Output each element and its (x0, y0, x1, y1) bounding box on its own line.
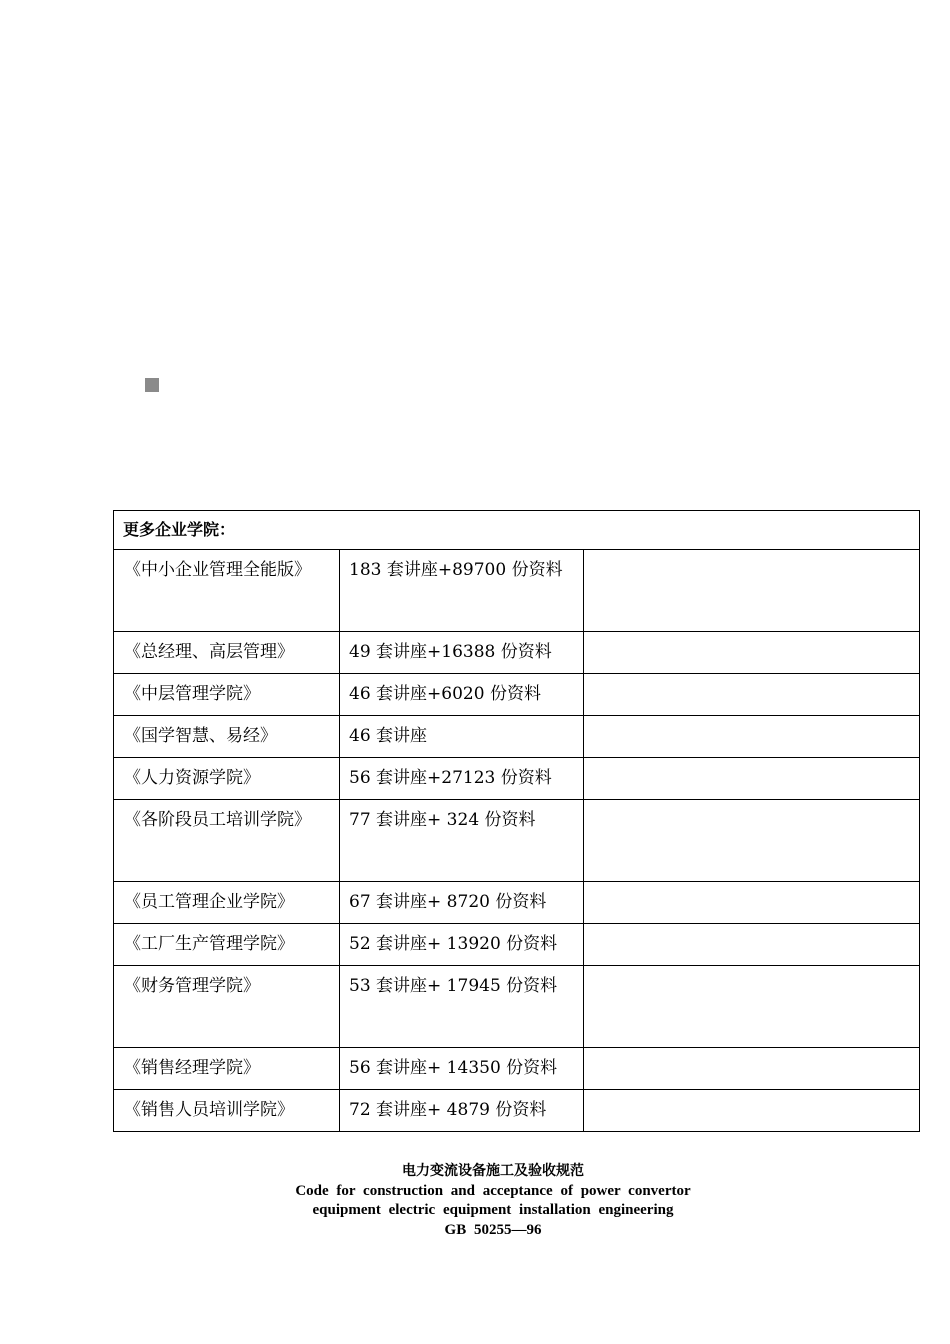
course-table (113, 510, 920, 1132)
empty-cell (584, 924, 920, 966)
course-count: 56 套讲座+27123 份资料 (340, 758, 584, 800)
course-name: 《中层管理学院》 (114, 674, 340, 716)
course-name: 《各阶段员工培训学院》 (114, 800, 340, 882)
document-title-block (113, 1162, 873, 1240)
empty-cell (584, 966, 920, 1048)
course-count: 46 套讲座+6020 份资料 (340, 674, 584, 716)
empty-cell (584, 800, 920, 882)
course-name: 《销售人员培训学院》 (114, 1090, 340, 1132)
course-count: 52 套讲座+ 13920 份资料 (340, 924, 584, 966)
course-count: 46 套讲座 (340, 716, 584, 758)
table-row (114, 758, 920, 800)
table-row (114, 1090, 920, 1132)
course-name: 《工厂生产管理学院》 (114, 924, 340, 966)
course-count: 49 套讲座+16388 份资料 (340, 632, 584, 674)
empty-cell (584, 674, 920, 716)
table-row (114, 966, 920, 1048)
table-row (114, 882, 920, 924)
table-row (114, 800, 920, 882)
empty-cell (584, 550, 920, 632)
bullet-square-icon (145, 378, 159, 392)
empty-cell (584, 1048, 920, 1090)
empty-cell (584, 716, 920, 758)
table-header-row (114, 511, 920, 550)
course-name: 《中小企业管理全能版》 (114, 550, 340, 632)
course-count: 53 套讲座+ 17945 份资料 (340, 966, 584, 1048)
course-name: 《国学智慧、易经》 (114, 716, 340, 758)
course-name: 《总经理、高层管理》 (114, 632, 340, 674)
table-row (114, 632, 920, 674)
document-title-cn: 电力变流设备施工及验收规范 (402, 1163, 584, 1179)
course-name: 《员工管理企业学院》 (114, 882, 340, 924)
table-row (114, 550, 920, 632)
table-row (114, 924, 920, 966)
course-name: 《销售经理学院》 (114, 1048, 340, 1090)
table-header: 更多企业学院： (114, 511, 920, 550)
document-title-en-line2: equipment electric equipment installation engineering (312, 1202, 674, 1218)
table-row (114, 1048, 920, 1090)
empty-cell (584, 758, 920, 800)
document-code: GB 50255—96 (444, 1221, 542, 1238)
empty-cell (584, 882, 920, 924)
course-count: 77 套讲座+ 324 份资料 (340, 800, 584, 882)
course-count: 72 套讲座+ 4879 份资料 (340, 1090, 584, 1132)
course-count: 56 套讲座+ 14350 份资料 (340, 1048, 584, 1090)
course-name: 《财务管理学院》 (114, 966, 340, 1048)
course-count: 183 套讲座+89700 份资料 (340, 550, 584, 632)
table-row (114, 716, 920, 758)
empty-cell (584, 632, 920, 674)
empty-cell (584, 1090, 920, 1132)
course-name: 《人力资源学院》 (114, 758, 340, 800)
table-row (114, 674, 920, 716)
course-count: 67 套讲座+ 8720 份资料 (340, 882, 584, 924)
document-title-en-line1: Code for construction and acceptance of power convertor (295, 1182, 691, 1199)
